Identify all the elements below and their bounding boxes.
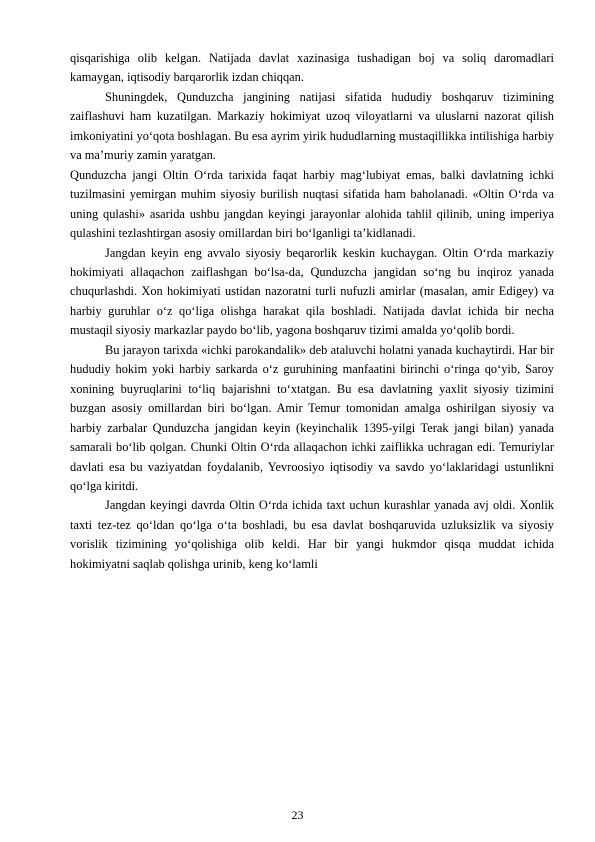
body-text bbox=[70, 49, 554, 574]
paragraph-5: Bu jarayon tarixda «ichki parokandalik» deb ataluvchi holatni yanada kuchaytirdi. Har bir hududiy hokim yoki harbiy sarkarda o‘z guruhining manfaatini birinchi o‘ringa qo‘yib, Saroy xonining buyruqlarini to‘liq bajarishni to‘xtatgan. Bu esa davlatning yaxlit siyosiy tizimini buzgan asosiy omillardan biri bo‘lgan. Amir Temur tomonidan amalga oshirilgan siyosiy va harbiy zarbalar Qunduzcha jangidan keyin (keyinchalik 1395-yilgi Terak jangi bilan) yanada samarali bo‘lib qolgan. Chunki Oltin O‘rda allaqachon ichki zaiflikka uchragan edi. Temuriylar davlati esa bu vaziyatdan foydalanib, Yevroosiyo iqtisodiy va savdo yo‘laklaridagi ustunlikni qo‘lga kiritdi. bbox=[70, 342, 554, 493]
paragraph-2: Shuningdek, Qunduzcha jangining natijasi sifatida hududiy boshqaruv tizimining zaiflashuvi ham kuzatilgan. Markaziy hokimiyat uzoq viloyatlarni va uluslarni nazorat qilish imkoniyatini yo‘qota boshlagan. Bu esa ayrim yirik hududlarning mustaqillikka intilishiga harbiy va ma’muriy zamin yaratgan. bbox=[70, 89, 554, 163]
paragraph-4: Jangdan keyin eng avvalo siyosiy beqarorlik keskin kuchaygan. Oltin O‘rda markaziy hokimiyati allaqachon zaiflashgan bo‘lsa-da, Qunduzcha jangidan so‘ng bu inqiroz yanada chuqurlashdi. Xon hokimiyati ustidan nazoratni turli nufuzli amirlar (masalan, amir Edigey) va harbiy guruhlar o‘z qo‘liga olishga harakat qila boshladi. Natijada davlat ichida bir necha mustaqil siyosiy markazlar paydo bo‘lib, yagona boshqaruv tizimi amalda yo‘qolib bordi. bbox=[70, 245, 554, 338]
page-number: 23 bbox=[291, 808, 304, 822]
paragraph-3: Qunduzcha jangi Oltin O‘rda tarixida faqat harbiy mag‘lubiyat emas, balki davlatning ichki tuzilmasini yemirgan muhim siyosiy burilish nuqtasi sifatida ham baholanadi. «Oltin O‘rda va uning qulashi» asarida ushbu jangdan keyingi jarayonlar alohida tahlil qilinib, uning imperiya qulashini tezlashtirgan asosiy omillardan biri bo‘lganligi ta’kidlanadi. bbox=[70, 167, 554, 241]
paragraph-1: qisqarishiga olib kelgan. Natijada davlat xazinasiga tushadigan boj va soliq daromadlari kamaygan, iqtisodiy barqarorlik izdan chiqqan. bbox=[70, 51, 554, 85]
paragraph-6: Jangdan keyingi davrda Oltin O‘rda ichida taxt uchun kurashlar yanada avj oldi. Xonlik taxti tez-tez qo‘ldan qo‘lga o‘ta boshladi, bu esa davlat boshqaruvida uzluksizlik va siyosiy vorislik tizimining yo‘qolishiga olib keldi. Har bir yangi hukmdor qisqa muddat ichida hokimiyatni saqlab qolishga urinib, keng ko‘lamli bbox=[70, 498, 554, 571]
